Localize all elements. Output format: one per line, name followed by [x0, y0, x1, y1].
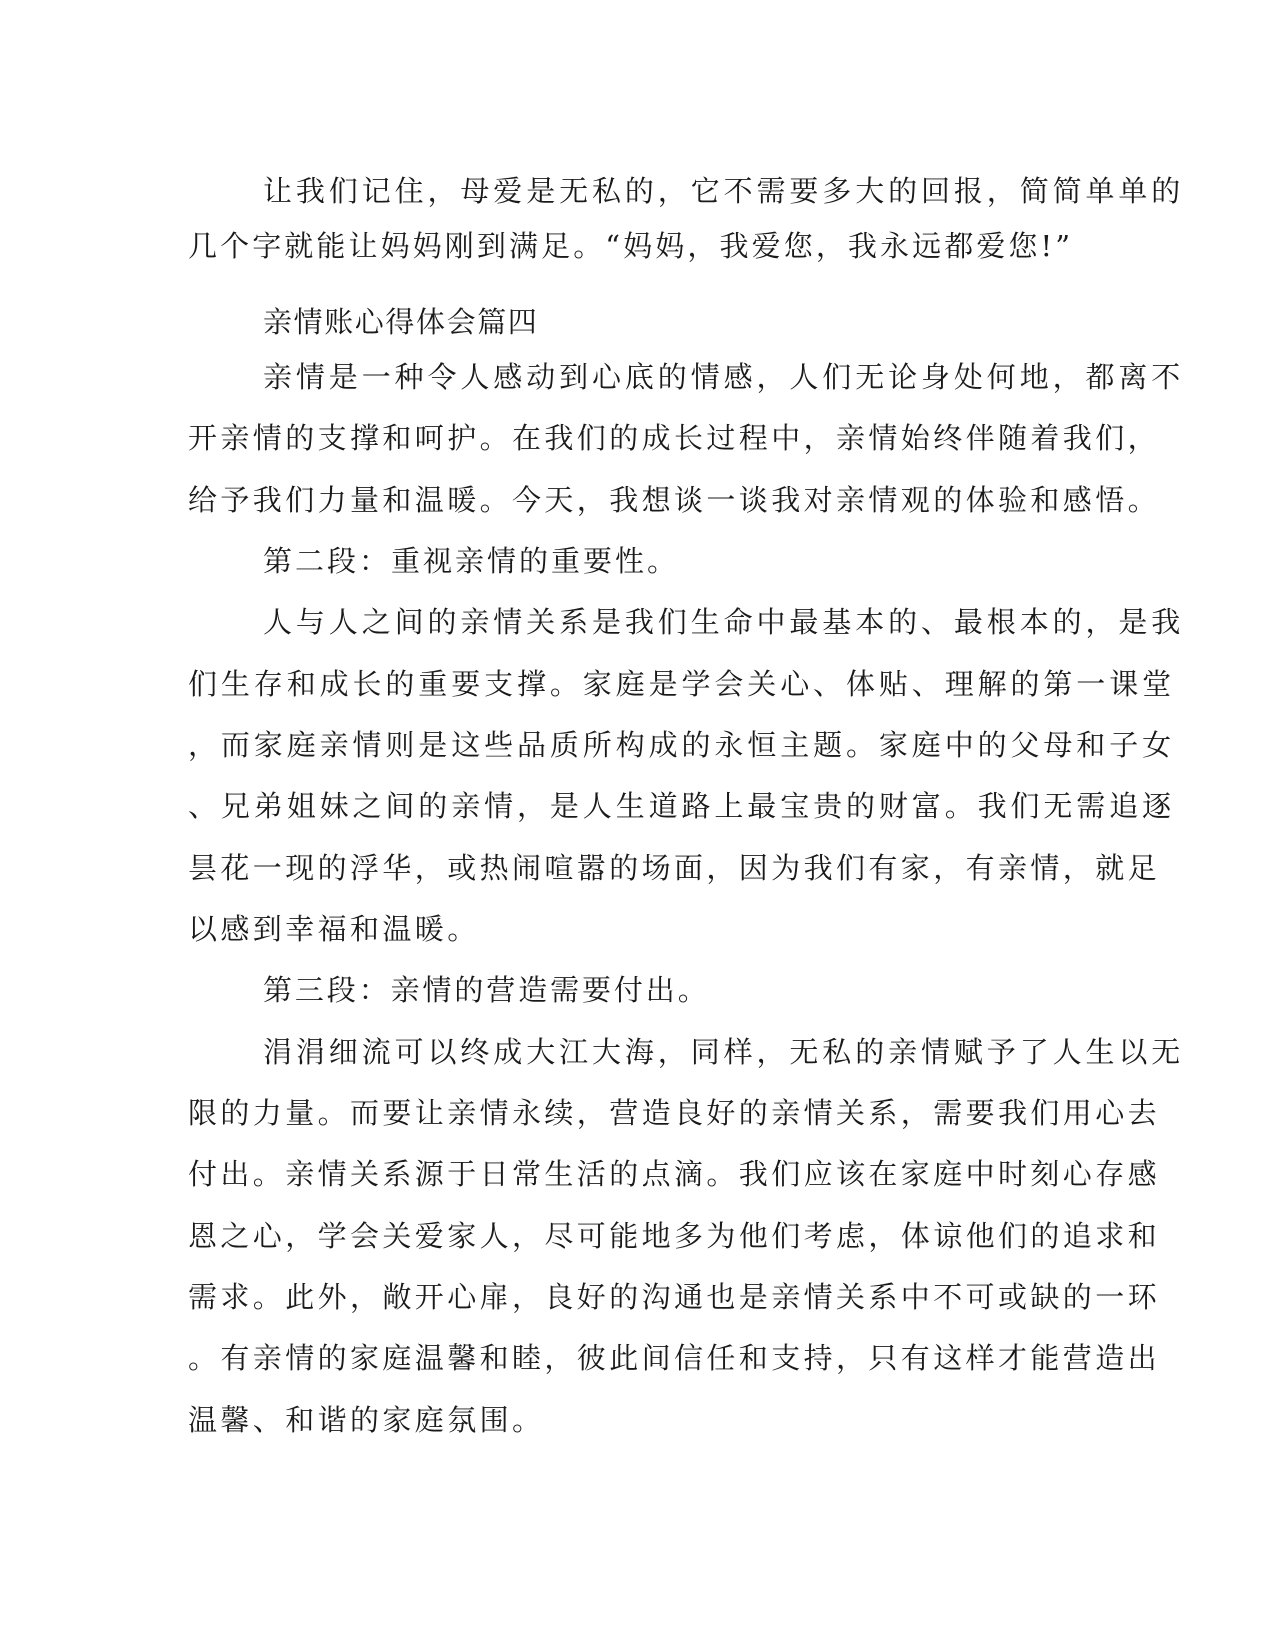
- text-line: 开亲情的支撑和呵护。在我们的成长过程中，亲情始终伴随着我们，: [188, 421, 1161, 455]
- text-line: 涓涓细流可以终成大江大海，同样，无私的亲情赋予了人生以无: [263, 1035, 1185, 1069]
- text-line: ，而家庭亲情则是这些品质所构成的永恒主题。家庭中的父母和子女: [188, 728, 1176, 762]
- text-line: 。有亲情的家庭温馨和睦，彼此间信任和支持，只有这样才能营造出: [188, 1341, 1161, 1375]
- text-line: 恩之心，学会关爱家人，尽可能地多为他们考虑，体谅他们的追求和: [188, 1219, 1161, 1253]
- paragraph-heading: 第二段：重视亲情的重要性。: [263, 544, 680, 578]
- text-line: 亲情是一种令人感动到心底的情感，人们无论身处何地，都离不: [263, 360, 1185, 394]
- text-line: 让我们记住，母爱是无私的，它不需要多大的回报，简简单单的: [263, 174, 1185, 208]
- section-heading: 亲情账心得体会篇四: [263, 305, 539, 339]
- text-line: 付出。亲情关系源于日常生活的点滴。我们应该在家庭中时刻心存感: [188, 1157, 1161, 1191]
- text-line: 以感到幸福和温暖。: [188, 912, 480, 946]
- text-line: 给予我们力量和温暖。今天，我想谈一谈我对亲情观的体验和感悟。: [188, 483, 1161, 517]
- paragraph-heading: 第三段：亲情的营造需要付出。: [263, 973, 710, 1007]
- text-line: 几个字就能让妈妈刚到满足。“妈妈，我爱您，我永远都爱您!”: [188, 229, 1074, 263]
- text-line: 需求。此外，敞开心扉，良好的沟通也是亲情关系中不可或缺的一环: [188, 1280, 1161, 1314]
- text-line: 昙花一现的浮华，或热闹喧嚣的场面，因为我们有家，有亲情，就足: [188, 851, 1161, 885]
- text-line: 们生存和成长的重要支撑。家庭是学会关心、体贴、理解的第一课堂: [188, 667, 1176, 701]
- text-line: 温馨、和谐的家庭氛围。: [188, 1403, 545, 1437]
- text-line: 、兄弟姐妹之间的亲情，是人生道路上最宝贵的财富。我们无需追逐: [188, 789, 1176, 823]
- text-line: 人与人之间的亲情关系是我们生命中最基本的、最根本的，是我: [263, 605, 1185, 639]
- text-line: 限的力量。而要让亲情永续，营造良好的亲情关系，需要我们用心去: [188, 1096, 1161, 1130]
